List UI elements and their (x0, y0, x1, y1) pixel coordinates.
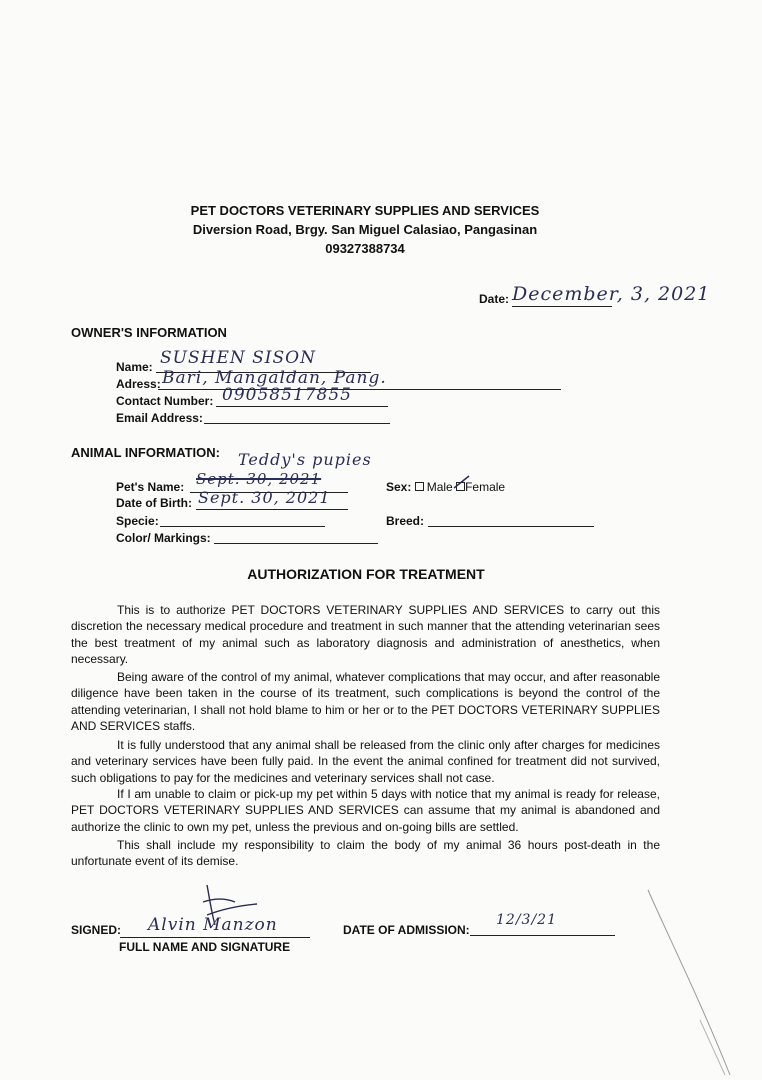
owner-contact-label: Contact Number: (116, 394, 214, 408)
owner-contact-underline (216, 406, 388, 407)
signed-label: SIGNED: (71, 923, 122, 937)
paragraph-2: Being aware of the control of my animal, whatever complications that may occur, and after reasonable diligence have been taken in the course of its treatment, such complications is beyond the control of the attending veterinarian, I shall not hold blame to him or her or to the PET DOCTORS VETERINARY SUPPLIES AND SERVICES staffs. (71, 670, 660, 733)
admission-underline (470, 935, 615, 936)
clinic-phone: 09327388734 (325, 241, 405, 256)
owner-name-label: Name: (116, 360, 153, 374)
date-underline (512, 306, 612, 307)
dob-value[interactable]: Sept. 30, 2021 (198, 488, 331, 507)
animal-section-title: ANIMAL INFORMATION: (71, 445, 220, 460)
authorization-title: AUTHORIZATION FOR TREATMENT (247, 566, 485, 582)
paragraph-1: This is to authorize PET DOCTORS VETERINARY SUPPLIES AND SERVICES to carry out this discretion the necessary medical procedure and treatment in such manner that the attending veterinarian sees the best treatment of my animal such as laboratory diagnosis and administration of anesthetics, when necessary. (71, 603, 660, 666)
owner-address-label: Adress: (116, 377, 161, 391)
female-checkbox[interactable] (456, 480, 465, 494)
clinic-address: Diversion Road, Brgy. San Miguel Calasiao, Pangasinan (192, 222, 538, 237)
specie-label: Specie: (116, 514, 159, 528)
color-label: Color/ Markings: (116, 531, 211, 545)
clinic-name: PET DOCTORS VETERINARY SUPPLIES AND SERVICES (190, 203, 540, 218)
admission-label: DATE OF ADMISSION: (343, 923, 470, 937)
owner-email-field[interactable] (204, 423, 390, 424)
owner-contact-value[interactable]: 09058517855 (222, 385, 352, 405)
breed-field[interactable] (428, 526, 594, 527)
admission-value[interactable]: 12/3/21 (496, 912, 557, 928)
pet-name-struck: Sept. 30, 2021 (196, 470, 322, 488)
pet-name-value[interactable]: Teddy's pupies (238, 450, 372, 469)
male-label: Male (426, 480, 453, 494)
date-value[interactable]: December, 3, 2021 (512, 283, 711, 305)
owner-address-value[interactable]: Bari, Mangaldan, Pang. (162, 368, 387, 388)
male-checkbox[interactable] (415, 482, 424, 491)
check-mark-icon (453, 473, 471, 491)
scan-mark-lines (640, 880, 750, 1080)
owner-address-underline (158, 389, 561, 390)
paragraph-5: This shall include my responsibility to claim the body of my animal 36 hours post-death in the unfortunate event of its demise. (71, 838, 660, 869)
color-field[interactable] (214, 543, 378, 544)
female-label: Female (465, 480, 506, 494)
signature-underline (120, 937, 310, 938)
breed-label: Breed: (386, 514, 425, 528)
pet-name-label: Pet's Name: (116, 480, 185, 494)
sex-field (386, 480, 505, 494)
signed-value[interactable]: Alvin Manzon (148, 915, 278, 935)
paragraph-4: If I am unable to claim or pick-up my pet within 5 days with notice that my animal is ready for release, PET DOCTORS VETERINARY SUPPLIES AND SERVICES can assume that my animal is abandoned and authorize the clinic to own my pet, unless the previous and on-going bills are settled. (71, 787, 660, 834)
dob-label: Date of Birth: (116, 496, 192, 510)
owner-section-title: OWNER'S INFORMATION (71, 325, 227, 340)
owner-name-value[interactable]: SUSHEN SISON (160, 348, 316, 368)
signature-caption: FULL NAME AND SIGNATURE (119, 940, 291, 954)
specie-field[interactable] (160, 526, 325, 527)
date-label: Date: (479, 292, 510, 306)
owner-email-label: Email Address: (116, 411, 203, 425)
paragraph-3: It is fully understood that any animal shall be released from the clinic only after charges for medicines and veterinary services have been fully paid. In the event the animal confined for treatment did not survived, such obligations to pay for the medicines and veterinary services shall not case. (71, 738, 660, 785)
dob-underline (196, 509, 348, 510)
sex-label: Sex: (386, 480, 412, 494)
